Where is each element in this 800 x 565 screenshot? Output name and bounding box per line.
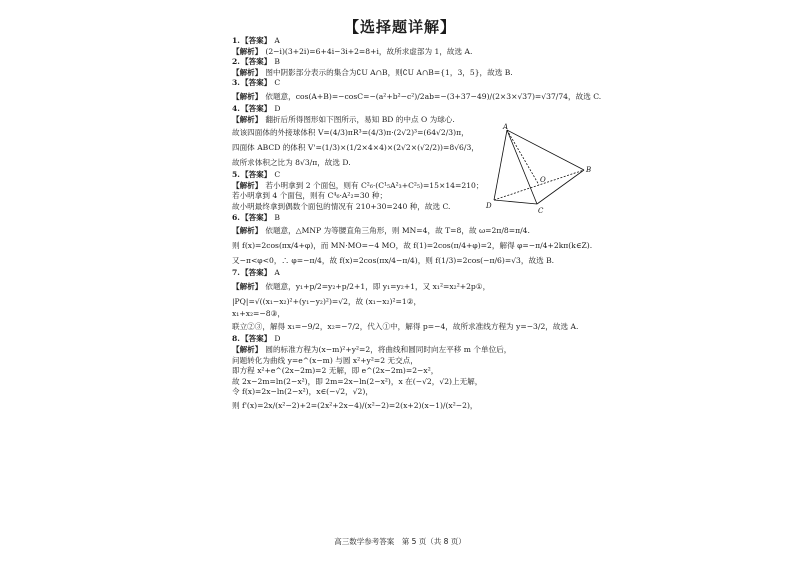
solutions-content <box>232 36 622 413</box>
explain-line: 若小明拿到 2 个面包，则有 C²₆·(C¹₅A²₃+C²₅)=15×14=210； <box>265 180 484 190</box>
explain-line: 故所求体积之比为 8√3/π，故选 D. <box>232 158 351 168</box>
page-title: 【选择题详解】 <box>343 18 456 36</box>
answer-value: C <box>274 170 281 180</box>
explain-line: x₁+x₂=−8③， <box>232 308 285 318</box>
answer-label: 【答案】 <box>240 57 272 67</box>
question-3 <box>232 78 622 104</box>
explain-label: 【解析】 <box>232 67 263 77</box>
explain-line: 四面体 ABCD 的体积 V'=(1/3)×(1/2×4×4)×(2√2×(√2/2))=8√6/3， <box>232 143 479 153</box>
answer-label: 【答案】 <box>240 103 272 113</box>
answer-value: B <box>274 212 280 222</box>
explain-line: 翻折后所得图形如下图所示，易知 BD 的中点 O 为球心. <box>265 114 455 124</box>
edge-DC <box>494 200 537 204</box>
question-7 <box>232 268 622 334</box>
answer-value: C <box>274 78 281 88</box>
question-number: 4. <box>232 103 240 113</box>
answer-value: A <box>274 268 280 278</box>
answer-value: B <box>274 57 280 67</box>
explain-line: (2−i)(3+2i)=6+4i−3i+2=8+i，故所求虚部为 1，故选 A. <box>265 46 473 56</box>
explain-line: 圆的标准方程为(x−m)²+y²=2，将曲线和圆同时向左平移 m 个单位后， <box>265 344 512 354</box>
question-number: 1. <box>232 36 240 45</box>
label-B: B <box>586 166 592 174</box>
explain-line: 故小明最终拿到偶数个面包的情况有 210+30=240 种，故选 C. <box>232 201 451 211</box>
question-8 <box>232 334 622 413</box>
explain-line: 依题意，cos(A+B)=−cosC=−(a²+b²−c²)/2ab=−(3+37−49)/(2×3×√37)=√37/74，故选 C. <box>265 91 602 101</box>
edge-AB <box>507 130 584 170</box>
answer-label: 【答案】 <box>240 36 272 45</box>
explain-label: 【解析】 <box>232 114 263 124</box>
explain-label: 【解析】 <box>232 226 263 236</box>
answer-label: 【答案】 <box>240 78 272 88</box>
answer-label: 【答案】 <box>240 268 272 278</box>
edge-AC <box>507 130 537 204</box>
question-6 <box>232 213 622 269</box>
edge-DB <box>494 170 584 200</box>
explain-line: 故该四面体的外接球体积 V=(4/3)πR³=(4/3)π·(2√2)³=(64√2/3)π， <box>232 128 469 138</box>
answer-value: A <box>274 36 280 45</box>
question-number: 6. <box>232 212 240 222</box>
explain-line: 又−π<φ<0，∴ φ=−π/4，故 f(x)=2cos(πx/4−π/4)，则 f(1/3)=2cos(−π/6)=√3，故选 B. <box>232 256 555 266</box>
question-number: 8. <box>232 334 240 344</box>
answer-value: D <box>274 103 281 113</box>
edge-AD <box>494 130 507 200</box>
explain-line: 故 2x−2m=ln(2−x²)，即 2m=2x−ln(2−x²)，x 在(−√2，√2)上无解， <box>232 376 483 386</box>
explain-label: 【解析】 <box>232 46 263 56</box>
label-D: D <box>486 202 492 210</box>
explain-line: 若小明拿到 4 个面包，则有 C⁴₆·A²₂=30 种； <box>232 191 388 201</box>
question-2 <box>232 57 622 78</box>
question-number: 7. <box>232 268 240 278</box>
question-number: 2. <box>232 57 240 67</box>
explain-line: 即方程 x²+e^(2x−2m)=2 无解，即 e^(2x−2m)=2−x²， <box>232 366 439 376</box>
explain-line: |PQ|=√((x₁−x₂)²+(y₁−y₂)²)=√2，故 (x₁−x₂)²=1②， <box>232 296 422 306</box>
label-C: C <box>538 207 544 215</box>
explain-label: 【解析】 <box>232 344 263 354</box>
explain-line: 问题转化为曲线 y=e^(x−m) 与圆 x²+y²=2 无交点， <box>232 355 418 365</box>
tetrahedron-figure <box>482 122 612 217</box>
question-number: 3. <box>232 78 240 88</box>
label-O: O <box>540 176 546 184</box>
explain-line: 联立②③，解得 x₁=−9/2，x₂=−7/2，代入①中，解得 p=−4，故所求准线方程为 y=−3/2，故选 A. <box>232 322 579 332</box>
explain-line: 依题意，y₁+p/2=y₂+p/2+1，即 y₁=y₂+1，又 x₁²=x₂²+2p①， <box>265 281 491 291</box>
explain-label: 【解析】 <box>232 281 263 291</box>
answer-label: 【答案】 <box>240 334 272 344</box>
question-number: 5. <box>232 170 240 180</box>
explain-line: 则 f(x)=2cos(πx/4+φ)，而 MN·MO=−4 MO，故 f(1)=2cos(π/4+φ)=2，解得 φ=−π/4+2kπ(k∈Z). <box>232 241 593 251</box>
question-1 <box>232 36 622 57</box>
answer-label: 【答案】 <box>240 170 272 180</box>
label-A: A <box>503 123 509 131</box>
explain-line: 令 f(x)=2x−ln(2−x²)，x∈(−√2，√2)， <box>232 387 373 397</box>
explain-label: 【解析】 <box>232 180 263 190</box>
explain-line: 图中阴影部分表示的集合为∁U A∩B，则∁U A∩B={1，3，5}，故选 B. <box>265 67 513 77</box>
explain-label: 【解析】 <box>232 91 263 101</box>
explain-line: 依题意，△MNP 为等腰直角三角形，则 MN=4，故 T=8，故 ω=2π/8=π/4. <box>265 226 530 236</box>
answer-value: D <box>274 334 281 344</box>
explain-line: 则 f'(x)=2x/(x²−2)+2=(2x²+2x−4)/(x²−2)=2(x+2)(x−1)/(x²−2)， <box>232 400 478 410</box>
page-footer: 高三数学参考答案 第 5 页（共 8 页） <box>334 537 466 546</box>
answer-label: 【答案】 <box>240 212 272 222</box>
